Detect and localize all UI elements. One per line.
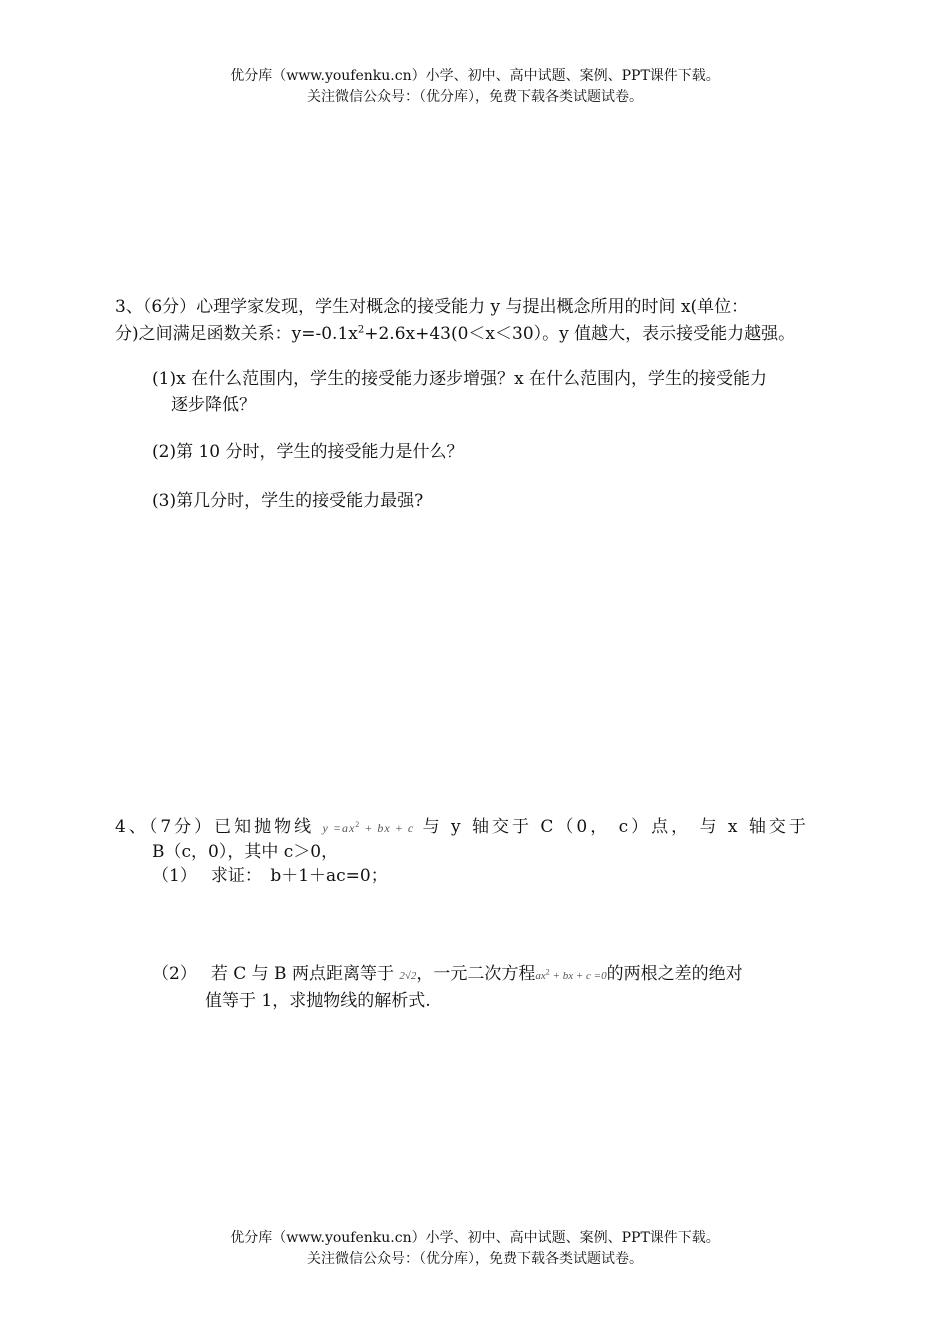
- page-footer: [0, 1228, 950, 1270]
- q4-part-2-line-2: 值等于 1，求抛物线的解析式.: [205, 991, 431, 1011]
- q4-part-1-label: （1）: [152, 866, 197, 886]
- q4-stem-b: 与 y 轴交于 C（0， c）点， 与 x 轴交于: [422, 817, 809, 837]
- q4-part-1: [152, 864, 388, 888]
- q4-stem-line-1: [115, 815, 809, 840]
- q4-parabola-equation: $y =ax^2$ + bx + c: [322, 820, 415, 835]
- q4-distance-value: 2√2: [399, 970, 417, 982]
- q4-part-2-label: （2）: [152, 964, 197, 984]
- q4-part-2-b: ，一元二次方程: [416, 964, 536, 984]
- q3-part-1-line-1: (1)x 在什么范围内，学生的接受能力逐步增强？x 在什么范围内，学生的接受能力: [152, 369, 768, 389]
- q4-stem-a: 4、（7分）已知抛物线: [115, 817, 315, 837]
- page-header: [0, 66, 950, 108]
- q3-function-a: 分)之间满足函数关系：y=-0.1x: [115, 324, 358, 344]
- q3-stem-line-1: 3、（6分）心理学家发现，学生对概念的接受能力 y 与提出概念所用的时间 x(单位：: [115, 297, 749, 317]
- q3-function-b: +2.6x+43(0＜x＜30）。y 值越大，表示接受能力越强。: [364, 324, 796, 344]
- footer-line-1: 优分库（www.youfenku.cn）小学、初中、高中试题、案例、PPT课件下载。: [230, 1230, 720, 1246]
- q3-part-3: (3)第几分时，学生的接受能力最强?: [152, 491, 424, 511]
- footer-line-2: 关注微信公众号：（优分库），免费下载各类试题试卷。: [307, 1251, 643, 1267]
- q4-part-2-c: 的两根之差的绝对: [606, 964, 743, 984]
- q3-function-exponent: 2: [357, 324, 365, 336]
- header-line-1: 优分库（www.youfenku.cn）小学、初中、高中试题、案例、PPT课件下载。: [230, 68, 720, 84]
- header-line-2: 关注微信公众号：（优分库），免费下载各类试题试卷。: [307, 89, 643, 105]
- q4-part-1-text: 求证： b＋1＋ac=0；: [210, 866, 388, 886]
- q4-part-2-a: 若 C 与 B 两点距离等于: [210, 964, 394, 984]
- q4-quadratic-equation: $ax^2$ + bx + c =0: [535, 967, 607, 982]
- q3-stem-line-2: [115, 322, 795, 346]
- q3-part-2: (2)第 10 分时，学生的接受能力是什么？: [152, 442, 464, 462]
- q4-stem-line-2: B（c，0），其中 c＞0，: [152, 842, 339, 862]
- q4-part-2-line-1: [152, 962, 743, 988]
- q3-part-1-line-2: 逐步降低？: [171, 395, 256, 415]
